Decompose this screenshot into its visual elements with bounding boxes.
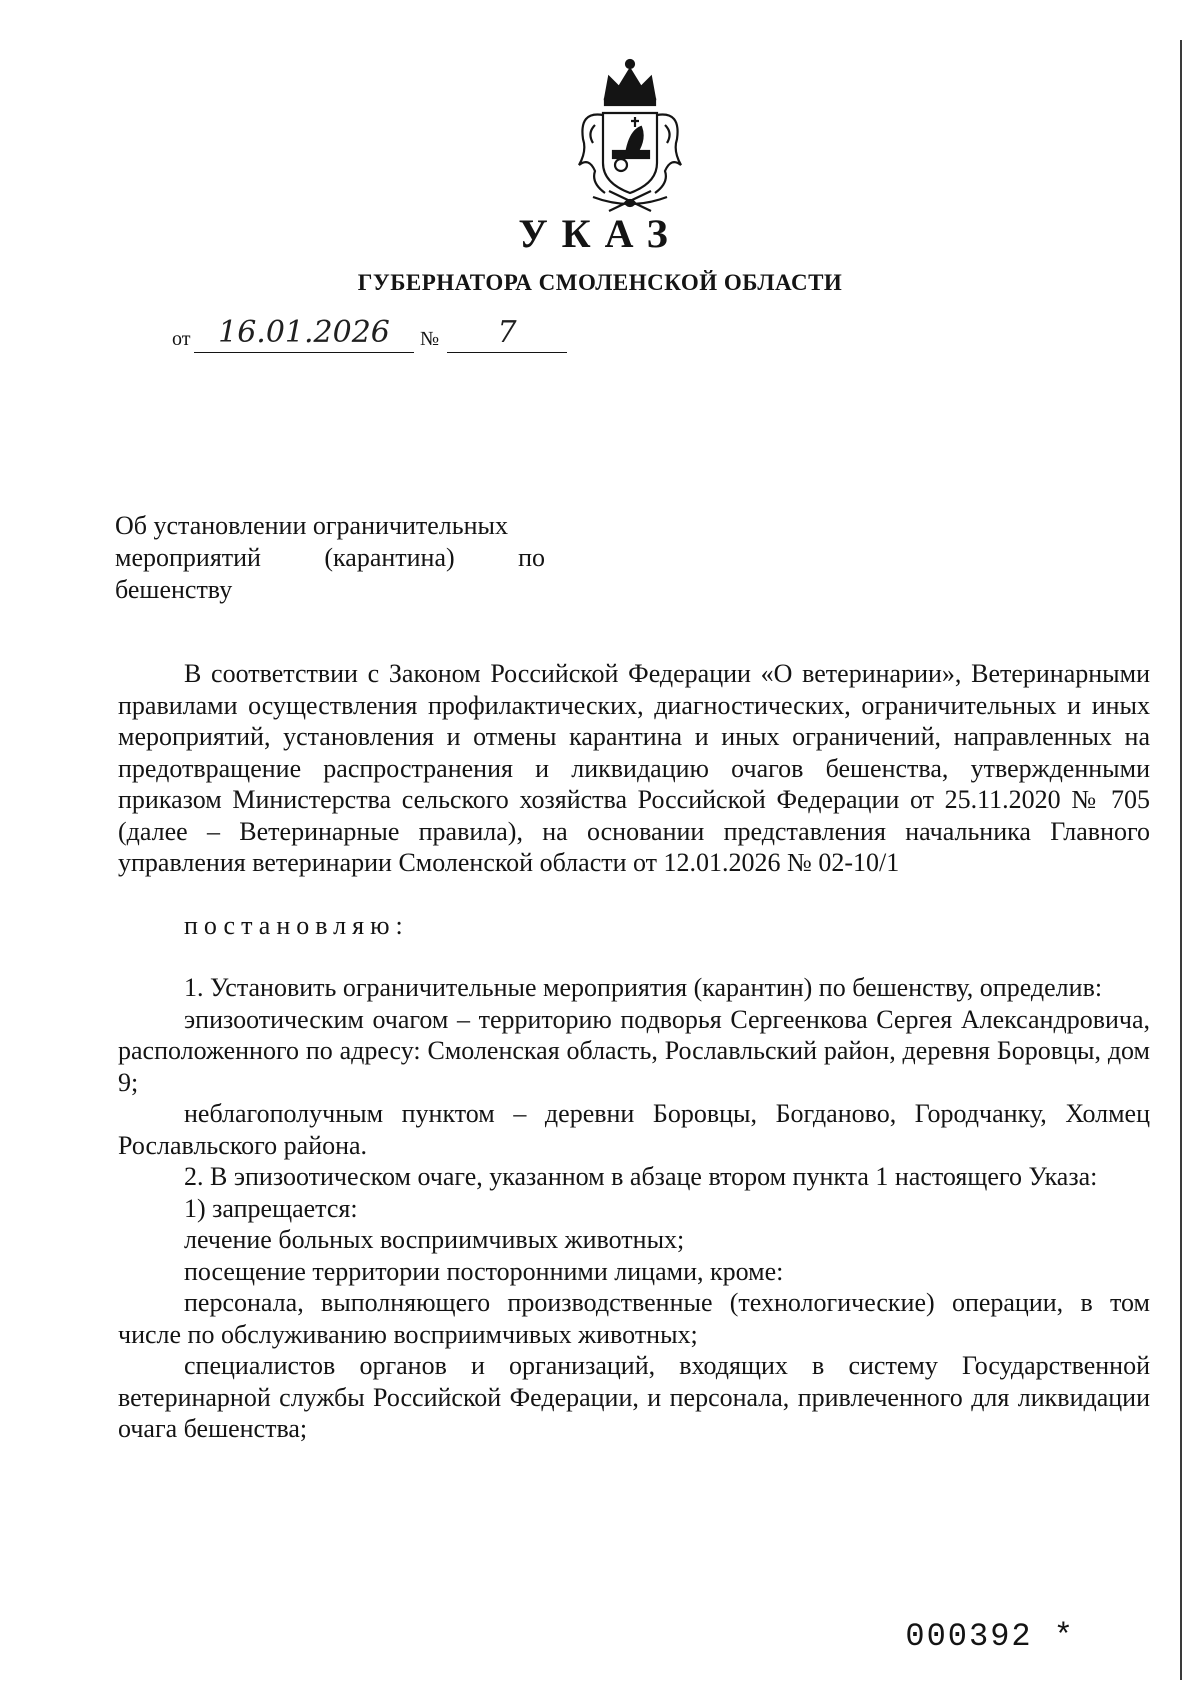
paragraph-1-area: неблагополучным пунктом – деревни Боровцы, Богданово, Городчанку, Холмец Рославльского района. [118,1099,1150,1160]
paragraph-1: 1. Установить ограничительные мероприятия (карантин) по бешенству, определив: [184,973,1103,1002]
registration-number: 000392 * [905,1618,1075,1655]
heading-line-3: бешенству [115,575,233,604]
heading-line-2: мероприятий (карантина) по [115,543,545,572]
paragraph-2-sub-1: 1) запрещается: [184,1193,358,1223]
coat-of-arms-icon [565,55,695,215]
list-item: персонала, выполняющего производственные (технологические) операции, в том числе по обслуживанию восприимчивых животных; [118,1288,1150,1349]
document-title: УКАЗ [518,211,682,256]
decree-word: постановляю: [184,910,409,940]
preamble-paragraph: В соответствии с Законом Российской Федерации «О ветеринарии», Ветеринарными правилами осуществления профилактических, диагностических, ограничительных и иных мероприятий, установления и отмены карантина и иных ограничений, направленных на предотвращение распространения и ликвидацию очагов бешенства, утвержденными приказом Министерства сельского хозяйства Российской Федерации от 25.11.2020 № 705 (далее – Ветеринарные правила), на основании представления начальника Главного управления ветеринарии Смоленской области от 12.01.2026 № 02-10/1 [118,659,1150,877]
list-item: посещение территории посторонними лицами, кроме: [184,1256,784,1286]
document-heading [115,510,545,606]
list-item: специалистов органов и организаций, входящих в систему Государственной ветеринарной службы Российской Федерации, и персонала, привлеченного для ликвидации очага бешенства; [118,1351,1150,1443]
document-body [118,658,1150,1445]
paragraph-2: 2. В эпизоотическом очаге, указанном в абзаце втором пункта 1 настоящего Указа: [184,1162,1098,1191]
date-prefix: от [172,328,191,350]
number-handwritten: 7 [447,318,567,353]
number-prefix: № [420,328,440,350]
list-item: лечение больных восприимчивых животных; [184,1225,685,1254]
document-issuer: ГУБЕРНАТОРА СМОЛЕНСКОЙ ОБЛАСТИ [357,270,843,295]
heading-line-1: Об установлении ограничительных [115,511,509,540]
date-handwritten: 16.01.2026 [194,318,414,353]
paragraph-1-focus: эпизоотическим очагом – территорию подворья Сергеенкова Сергея Александровича, расположенного по адресу: Смоленская область, Рославльский район, деревня Боровцы, дом 9; [118,1004,1150,1097]
